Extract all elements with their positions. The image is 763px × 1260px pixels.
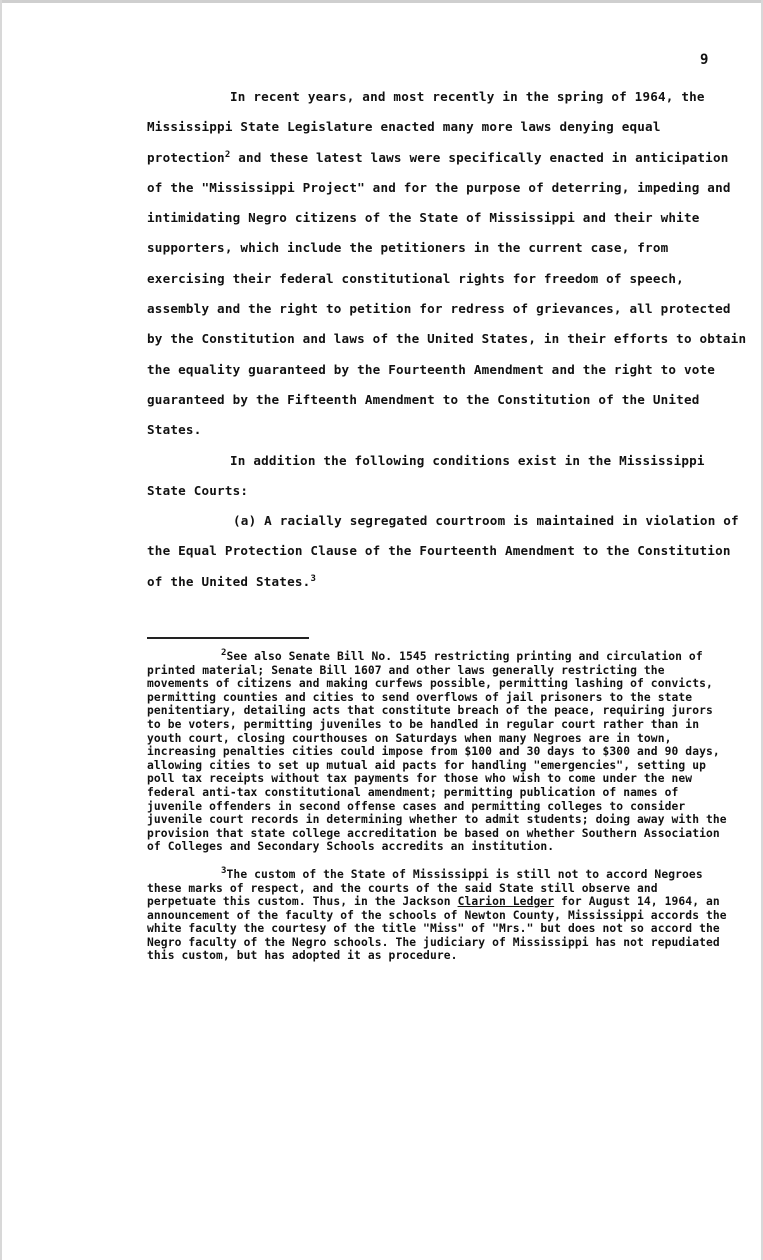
footnote-2	[147, 650, 727, 854]
newspaper-title: Clarion Ledger	[457, 895, 555, 909]
footnote-ref-2: 2	[224, 149, 231, 160]
footnote-2-mark: 2	[221, 648, 227, 659]
page-left-edge	[0, 0, 2, 1260]
paragraph-legislature	[147, 82, 747, 446]
footnote-ref-3: 3	[310, 573, 317, 584]
page-top-edge	[0, 0, 763, 3]
paragraph-legislature-rest: and these latest laws were specifically enacted in anticipation of the "Mississippi Project" and for the purpose of deterring, impeding and intimidating Negro citizens of the State of Mississippi and their white supporters, which include the petitioners in the current case, from exercising their federal constitutional rights for freedom of speech, assembly and the right to petition for redress of grievances, all protected by the Constitution and laws of the United States, in their efforts to obtain the equality guaranteed by the Fourteenth Amendment and the right to vote guaranteed by the Fifteenth Amendment to the Constitution of the United States.	[147, 149, 747, 438]
footnotes	[147, 650, 727, 963]
paragraph-legislature-start: In recent years, and most recently in the spring of 1964, the Mississippi State Legislature enacted many more laws denying equal protection	[147, 89, 705, 165]
paragraph-conditions: In addition the following conditions exist in the Mississippi State Courts:	[147, 452, 705, 498]
footnote-3-mark: 3	[221, 866, 227, 877]
paragraph-segregated-courtroom	[147, 506, 747, 597]
footnote-3-text-end: for August 14, 1964, an announcement of the faculty of the schools of Newton County, Mississippi accords the white faculty the courtesy of the title "Miss" of "Mrs." but does not so accord the Negro faculty of the Negro schools. The judiciary of Mississippi has not repudiated this custom, but has adopted it as procedure.	[147, 895, 727, 963]
footnote-2-text: See also Senate Bill No. 1545 restricting printing and circulation of printed material; Senate Bill 1607 and other laws generally restricting the movements of citizens and making curfews possible, permitting lashing of convicts, permitting counties and cities to send overflows of jail prisoners to the state penitentiary, detailing acts that constitute breach of the peace, requiring jurors to be voters, permitting juveniles to be handled in regular court rather than in youth court, closing courthouses on Saturdays when many Negroes are in town, increasing penalties cities could impose from $100 and 30 days to $300 and 90 days, allowing cities to set up mutual aid pacts for handling "emergencies", setting up poll tax receipts without tax payments for those who wish to come under the new federal anti-tax constitutional amendment; permitting publication of names of juvenile offenders in second offense cases and permitting colleges to consider juvenile court records in determining whether to admit students; doing away with the provision that state college accreditation be based on whether Southern Association of Colleges and Secondary Schools accredits an institution.	[147, 650, 727, 854]
footnote-3-text-start: The custom of the State of Mississippi is still not to accord Negroes these marks of respect, and the courts of the said State still observe and perpetuate this custom. Thus, in the Jackson	[147, 867, 703, 909]
footnote-divider	[147, 637, 309, 639]
page-number: 9	[700, 52, 709, 68]
footnote-3	[147, 868, 727, 963]
paragraph-segregated-courtroom-text: (a) A racially segregated courtroom is maintained in violation of the Equal Protection Clause of the Fourteenth Amendment to the Constitution of the United States.	[147, 513, 739, 589]
body-text	[147, 82, 747, 597]
